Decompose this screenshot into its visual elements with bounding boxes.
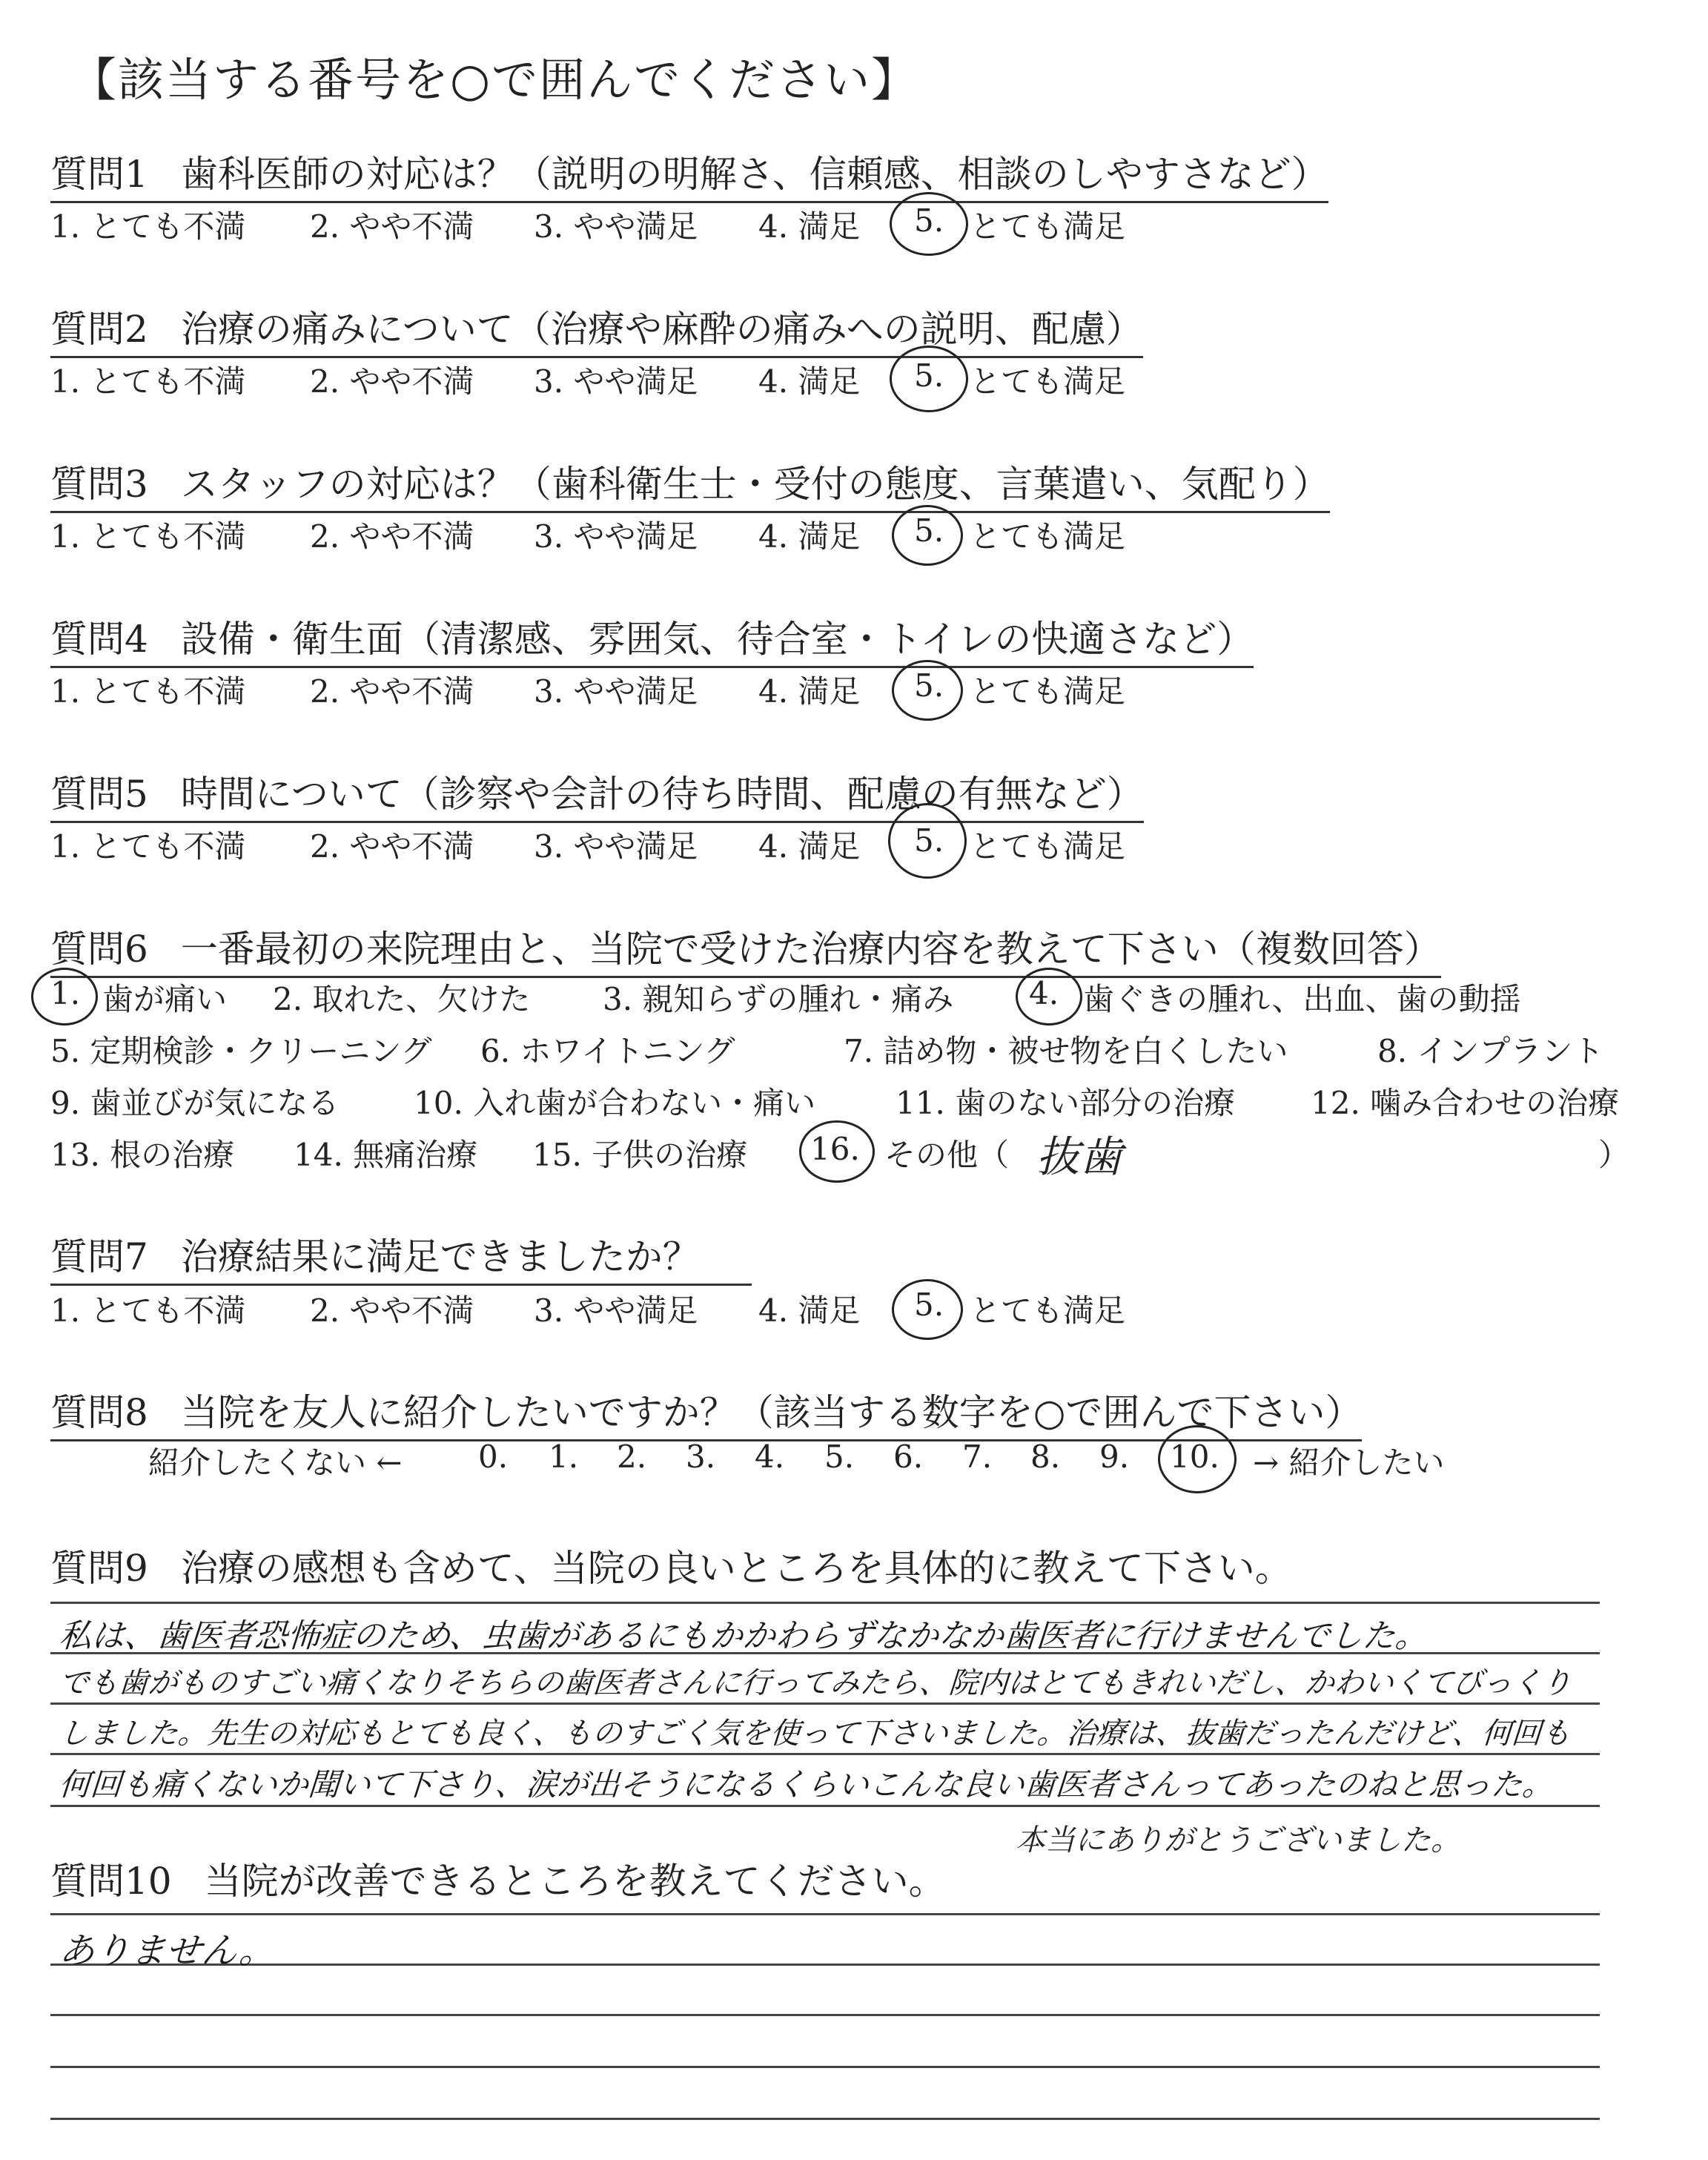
q6-option-14[interactable]: 14. 無痛治療 <box>294 1137 478 1173</box>
q4-option-1[interactable]: 1. とても不満 <box>50 673 246 710</box>
q6-option-5[interactable]: 5. 定期検診・クリーニング <box>50 1033 432 1069</box>
q9-answer-line <box>50 1602 1600 1604</box>
question-2-number: 質問2 <box>50 308 148 351</box>
question-9-number: 質問9 <box>50 1547 148 1590</box>
q6-option-8[interactable]: 8. インプラント <box>1377 1033 1604 1069</box>
q10-answer[interactable]: ありません。 <box>57 1930 277 1972</box>
q7-option-4[interactable]: 4. 満足 <box>758 1292 861 1329</box>
q5-option-2[interactable]: 2. やや不満 <box>310 828 474 865</box>
scale-right-label: → 紹介したい <box>1253 1444 1445 1481</box>
q6-other-handwritten[interactable]: 抜歯 <box>1036 1132 1123 1182</box>
q3-selection-circle <box>892 505 963 566</box>
q7-option-2[interactable]: 2. やや不満 <box>310 1292 474 1329</box>
q2-option-2[interactable]: 2. やや不満 <box>310 363 474 400</box>
q6-option-1[interactable]: 1. <box>50 975 81 1011</box>
question-1-title <box>50 145 1328 203</box>
q3-option-5-label: とても満足 <box>970 518 1126 555</box>
question-3-title <box>50 455 1330 513</box>
question-7-text: 治療結果に満足できましたか？ <box>180 1235 700 1278</box>
q9-answer-line <box>50 1753 1600 1755</box>
q6-selection-circle-16 <box>799 1120 875 1183</box>
question-3-text: スタッフの対応は？（歯科衛生士・受付の態度、言葉遣い、気配り） <box>180 463 1330 506</box>
q8-selection-circle <box>1158 1425 1237 1493</box>
q4-option-5-label: とても満足 <box>970 673 1126 710</box>
q6-option-7[interactable]: 7. 詰め物・被せ物を白くしたい <box>844 1033 1288 1069</box>
question-5-text: 時間について（診察や会計の待ち時間、配慮の有無など） <box>180 773 1144 816</box>
q5-option-1[interactable]: 1. とても不満 <box>50 828 246 865</box>
q1-option-1[interactable]: 1. とても不満 <box>50 208 246 245</box>
q6-option-9[interactable]: 9. 歯並びが気になる <box>50 1085 340 1121</box>
q2-option-5[interactable]: 5. <box>914 357 944 394</box>
q5-option-5[interactable]: 5. <box>914 822 944 859</box>
q10-answer-line <box>50 2066 1600 2068</box>
q1-selection-circle <box>890 192 968 256</box>
q1-option-2[interactable]: 2. やや不満 <box>310 208 474 245</box>
question-6-number: 質問6 <box>50 928 148 971</box>
q3-option-1[interactable]: 1. とても不満 <box>50 518 246 555</box>
q7-option-5[interactable]: 5. <box>914 1287 944 1323</box>
q6-option-3[interactable]: 3. 親知らずの腫れ・痛み <box>603 981 954 1017</box>
question-3-number: 質問3 <box>50 463 148 506</box>
q6-option-16[interactable]: 16. <box>810 1131 860 1167</box>
scale-3[interactable]: 3. <box>686 1439 716 1475</box>
q9-answer-line-3[interactable]: しました。先生の対応もとても良く、ものすごく気を使って下さいました。治療は、抜歯だったんだけど、何回も <box>58 1717 1572 1751</box>
q10-answer-line <box>50 1913 1600 1915</box>
question-4-number: 質問4 <box>50 618 148 661</box>
q9-answer-line <box>50 1805 1600 1807</box>
q9-answer-thanks[interactable]: 本当にありがとうございました。 <box>1016 1823 1460 1857</box>
instruction-header: 【該当する番号を○で囲んでください】 <box>70 53 919 107</box>
q1-option-3[interactable]: 3. やや満足 <box>534 208 698 245</box>
scale-1[interactable]: 1. <box>549 1439 579 1475</box>
q6-option-2[interactable]: 2. 取れた、欠けた <box>273 981 531 1017</box>
q6-other-close-paren: ） <box>1598 1137 1630 1173</box>
q4-option-2[interactable]: 2. やや不満 <box>310 673 474 710</box>
question-8-text: 当院を友人に紹介したいですか？（該当する数字を○で囲んで下さい） <box>180 1391 1363 1434</box>
q4-option-3[interactable]: 3. やや満足 <box>534 673 698 710</box>
question-7-title <box>50 1227 752 1286</box>
q4-option-5[interactable]: 5. <box>914 667 944 704</box>
q7-option-5-label: とても満足 <box>970 1292 1126 1329</box>
scale-0[interactable]: 0. <box>478 1439 509 1475</box>
q6-option-12[interactable]: 12. 噛み合わせの治療 <box>1311 1085 1620 1121</box>
q1-option-4[interactable]: 4. 満足 <box>758 208 861 245</box>
q6-option-6[interactable]: 6. ホワイトニング <box>480 1033 735 1069</box>
q2-option-5-label: とても満足 <box>970 363 1126 400</box>
question-4-text: 設備・衛生面（清潔感、雰囲気、待合室・トイレの快適さなど） <box>180 618 1254 661</box>
scale-10[interactable]: 10. <box>1170 1439 1219 1475</box>
q10-answer-line <box>50 2118 1600 2120</box>
q2-option-4[interactable]: 4. 満足 <box>758 363 861 400</box>
q9-answer-line-2[interactable]: でも歯がものすごい痛くなりそちらの歯医者さんに行ってみたら、院内はとてもきれいだし、かわいくてびっくり <box>58 1666 1573 1700</box>
question-6-text: 一番最初の来院理由と、当院で受けた治療内容を教えて下さい（複数回答） <box>180 928 1441 971</box>
q7-option-3[interactable]: 3. やや満足 <box>534 1292 698 1329</box>
scale-left-label: 紹介したくない ← <box>148 1444 403 1481</box>
question-4-title <box>50 610 1254 668</box>
scale-8[interactable]: 8. <box>1030 1439 1061 1475</box>
q6-option-1-label: 歯が痛い <box>102 981 228 1017</box>
q2-selection-circle <box>890 346 968 412</box>
question-2-title <box>50 300 1143 358</box>
q7-option-1[interactable]: 1. とても不満 <box>50 1292 246 1329</box>
q2-option-1[interactable]: 1. とても不満 <box>50 363 246 400</box>
q9-answer-line-4[interactable]: 何回も痛くないか聞いて下さり、涙が出そうになるくらいこんな良い歯医者さんってあったのねと思った。 <box>58 1766 1555 1803</box>
scale-4[interactable]: 4. <box>755 1439 785 1475</box>
q6-option-16-label: その他（ <box>884 1137 1010 1173</box>
q3-option-4[interactable]: 4. 満足 <box>758 518 861 555</box>
q10-answer-line <box>50 2014 1600 2016</box>
question-10-title <box>50 1852 946 1908</box>
q2-option-3[interactable]: 3. やや満足 <box>534 363 698 400</box>
q7-selection-circle <box>892 1279 963 1340</box>
question-7-number: 質問7 <box>50 1235 148 1278</box>
q6-option-4-label: 歯ぐきの腫れ、出血、歯の動揺 <box>1083 981 1521 1017</box>
q3-option-3[interactable]: 3. やや満足 <box>534 518 698 555</box>
q6-option-4[interactable]: 4. <box>1029 975 1059 1011</box>
q9-answer-line <box>50 1702 1600 1705</box>
q9-answer-line-1[interactable]: 私は、歯医者恐怖症のため、虫歯があるにもかかわらずなかなか歯医者に行けませんでした。 <box>57 1617 1429 1655</box>
question-8-title <box>50 1383 1362 1441</box>
q6-selection-circle-4 <box>1016 968 1082 1025</box>
q3-option-5[interactable]: 5. <box>914 512 944 549</box>
question-6-title <box>50 919 1441 978</box>
q5-option-5-label: とても満足 <box>970 828 1126 865</box>
scale-7[interactable]: 7. <box>962 1439 993 1475</box>
question-10-number: 質問10 <box>50 1860 172 1903</box>
question-2-text: 治療の痛みについて（治療や麻酔の痛みへの説明、配慮） <box>180 308 1143 351</box>
q1-option-5-label: とても満足 <box>970 208 1126 245</box>
q3-option-2[interactable]: 2. やや不満 <box>310 518 474 555</box>
q4-option-4[interactable]: 4. 満足 <box>758 673 861 710</box>
q5-option-3[interactable]: 3. やや満足 <box>534 828 698 865</box>
q6-option-10[interactable]: 10. 入れ歯が合わない・痛い <box>414 1085 816 1121</box>
scale-5[interactable]: 5. <box>824 1439 855 1475</box>
q6-option-15[interactable]: 15. 子供の治療 <box>532 1137 748 1173</box>
question-1-number: 質問1 <box>50 153 148 196</box>
q4-selection-circle <box>892 660 963 721</box>
scale-9[interactable]: 9. <box>1099 1439 1130 1475</box>
q5-selection-circle <box>888 803 967 879</box>
scale-2[interactable]: 2. <box>617 1439 647 1475</box>
q6-option-11[interactable]: 11. 歯のない部分の治療 <box>896 1085 1236 1121</box>
q1-option-5[interactable]: 5. <box>914 202 944 239</box>
question-9-title <box>50 1539 1292 1595</box>
q6-selection-circle-1 <box>31 968 98 1025</box>
question-1-text: 歯科医師の対応は？（説明の明解さ、信頼感、相談のしやすさなど） <box>180 153 1328 196</box>
question-5-title <box>50 764 1144 823</box>
question-8-number: 質問8 <box>50 1391 148 1434</box>
question-10-text: 当院が改善できるところを教えてください。 <box>204 1860 946 1903</box>
scale-6[interactable]: 6. <box>893 1439 924 1475</box>
question-5-number: 質問5 <box>50 773 148 816</box>
q6-option-13[interactable]: 13. 根の治療 <box>50 1137 235 1173</box>
q10-answer-line <box>50 1964 1600 1966</box>
question-9-text: 治療の感想も含めて、当院の良いところを具体的に教えて下さい。 <box>180 1547 1292 1590</box>
q5-option-4[interactable]: 4. 満足 <box>758 828 861 865</box>
